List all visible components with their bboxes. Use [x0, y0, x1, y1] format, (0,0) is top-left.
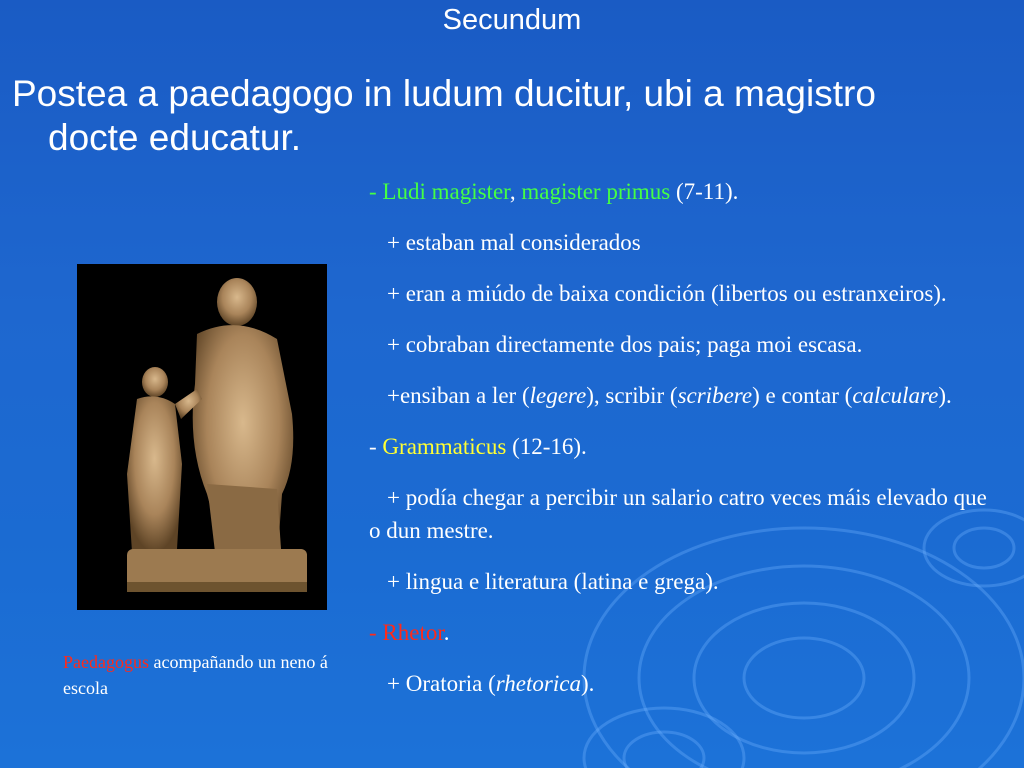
legere-term: legere [529, 383, 587, 408]
magister-primus-term: magister primus [521, 179, 671, 204]
teach-text-1: +ensiban a ler ( [387, 383, 530, 408]
ludi-point-4 [369, 379, 989, 412]
teach-text-3: ) e contar ( [752, 383, 853, 408]
gram-point-2: + lingua e literatura (latina e grega). [387, 569, 719, 594]
calculare-term: calculare [852, 383, 939, 408]
caption-text: acompañando un neno á escola [63, 652, 328, 698]
scribere-term: scribere [677, 383, 753, 408]
ludi-point-2: + eran a miúdo de baixa condición (libertos ou estranxeiros). [387, 281, 947, 306]
rhetor-point [369, 667, 989, 700]
ludi-separator: , [509, 179, 522, 204]
image-caption [63, 649, 343, 701]
teach-text-2: ), scribir ( [586, 383, 678, 408]
rhetor-heading [369, 616, 989, 649]
heading-line-1: Postea a paedagogo in ludum ducitur, ubi a magistro [12, 73, 876, 114]
grammaticus-heading [369, 430, 989, 463]
terracotta-statue-image [77, 264, 327, 610]
rhetorica-term: rhetorica [495, 671, 581, 696]
heading-line-2: docte educatur. [48, 117, 302, 158]
rhetor-text-1: + Oratoria ( [387, 671, 496, 696]
gram-ages: (12-16). [506, 434, 587, 459]
ludi-heading [369, 175, 989, 208]
ludi-point-3: + cobraban directamente dos pais; paga moi escasa. [387, 332, 863, 357]
slide-heading [12, 72, 972, 160]
gram-dash: - [369, 434, 383, 459]
ludi-ages: (7-11). [670, 179, 739, 204]
teach-text-4: ). [938, 383, 952, 408]
ludi-point-1: + estaban mal considerados [387, 230, 641, 255]
grammaticus-term: Grammaticus [382, 434, 507, 459]
rhetor-term: Rhetor [382, 620, 444, 645]
ludi-dash: - [369, 179, 383, 204]
rhetor-end: . [443, 620, 450, 645]
rhetor-text-2: ). [580, 671, 595, 696]
slide-content [369, 175, 989, 718]
gram-point-1: + podía chegar a percibir un salario catro veces máis elevado que o dun mestre. [369, 485, 987, 543]
slide-title: Secundum [442, 4, 582, 36]
rhetor-dash: - [369, 620, 383, 645]
caption-highlight: Paedagogus [63, 652, 149, 672]
ludi-magister-term: Ludi magister [382, 179, 510, 204]
